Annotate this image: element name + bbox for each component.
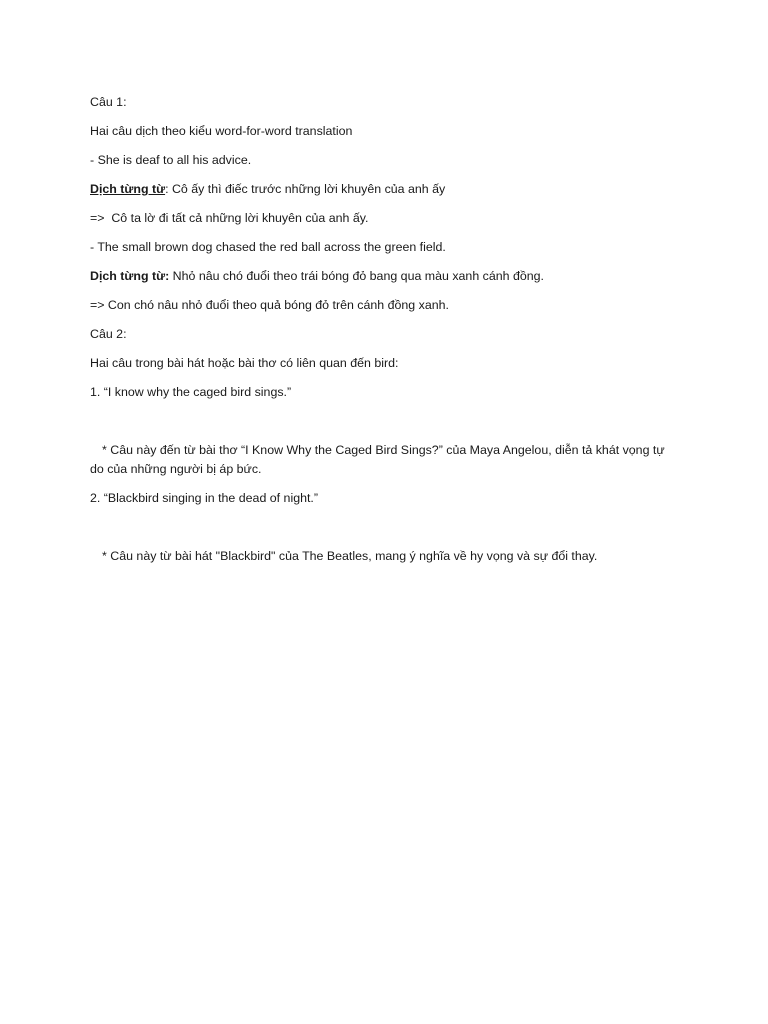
sentence-1-literal [90, 180, 680, 199]
sentence-2-result: => Con chó nâu nhỏ đuổi theo quả bóng đỏ trên cánh đồng xanh. [90, 298, 449, 312]
sentence-1-source: - She is deaf to all his advice. [90, 153, 252, 167]
list-item-1: 1. “I know why the caged bird sings.” [90, 385, 292, 399]
question-2-intro: Hai câu trong bài hát hoặc bài thơ có liên quan đến bird: [90, 356, 399, 370]
sentence-2-source: - The small brown dog chased the red ball across the green field. [90, 240, 446, 254]
question-2-heading: Câu 2: [90, 327, 127, 341]
blank-line [90, 518, 680, 547]
blank-line [90, 412, 680, 441]
note-text: * Câu này từ bài hát "Blackbird" của The Beatles, mang ý nghĩa về hy vọng và sự đổi thay. [102, 549, 598, 563]
literal-label: Dịch từng từ [90, 182, 166, 196]
list-item-1-note [90, 441, 680, 479]
question-1-heading: Câu 1: [90, 95, 127, 109]
question-1-intro: Hai câu dịch theo kiểu word-for-word translation [90, 124, 353, 138]
sentence-2-literal [90, 267, 680, 286]
literal-text: : Cô ấy thì điếc trước những lời khuyên của anh ấy [165, 182, 446, 196]
note-text: * Câu này đến từ bài thơ “I Know Why the Caged Bird Sings?” của Maya Angelou, diễn tả khát vọng tự do của những người bị áp bức. [90, 443, 669, 476]
literal-label: Dịch từng từ: [90, 269, 170, 283]
literal-text: Nhỏ nâu chó đuổi theo trái bóng đỏ bang qua màu xanh cánh đồng. [169, 269, 544, 283]
sentence-1-result: => Cô ta lờ đi tất cả những lời khuyên của anh ấy. [90, 211, 369, 225]
list-item-2-note [90, 547, 680, 566]
document-page [90, 93, 680, 576]
list-item-2: 2. “Blackbird singing in the dead of night.” [90, 491, 318, 505]
